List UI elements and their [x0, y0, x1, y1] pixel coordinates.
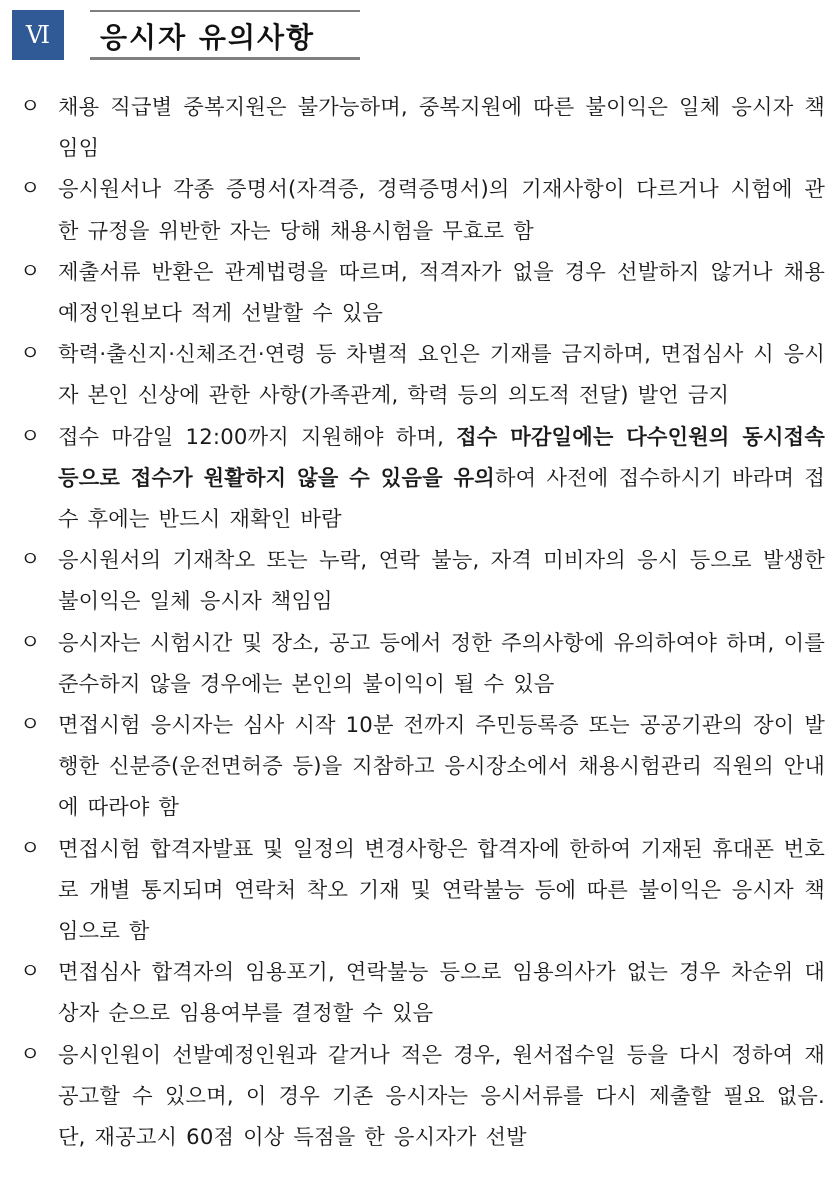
notice-text: [58, 828, 825, 952]
section-title: 응시자 유의사항: [100, 21, 316, 54]
notice-item: [20, 951, 825, 1033]
notice-list: [20, 86, 825, 1157]
bullet-circle: ㅇ: [20, 258, 41, 283]
bullet-circle: ㅇ: [20, 712, 41, 737]
notice-text-segment: 응시자는 시험시간 및 장소, 공고 등에서 정한 주의사항에 유의하여야 하며, 이를 준수하지 않을 경우에는 본인의 불이익이 될 수 있음: [58, 629, 825, 696]
bullet-circle: ㅇ: [20, 547, 41, 572]
emphasis-text: 접수 마감일에는 다수인원의 동시접속 등으로 접수가 원활하지 않을 수 있음을 유의: [58, 423, 825, 490]
notice-item: [20, 251, 825, 333]
notice-text: [58, 1034, 825, 1158]
notice-text: [58, 416, 825, 540]
section-title-box: [90, 10, 360, 60]
notice-item: [20, 539, 825, 621]
notice-text-segment: 학력·출신지·신체조건·연령 등 차별적 요인은 기재를 금지하며, 면접심사 시 응시자 본인 신상에 관한 사항(가족관계, 학력 등의 의도적 전달) 발언 금지: [58, 341, 825, 408]
notice-item: [20, 333, 825, 415]
notice-text: [58, 333, 825, 415]
notice-text-segment: 면접시험 응시자는 심사 시작 10분 전까지 주민등록증 또는 공공기관의 장이 발행한 신분증(운전면허증 등)을 지참하고 응시장소에서 채용시험관리 직원의 안내에 따라야 함: [58, 712, 825, 820]
notice-text-segment: 응시인원이 선발예정인원과 같거나 적은 경우, 원서접수일 등을 다시 정하여 재공고할 수 있으며, 이 경우 기존 응시자는 응시서류를 다시 제출할 필요 없음. 단, 재공고시 60점 이상 득점을 한 응시자가 선발: [58, 1041, 825, 1150]
notice-text: [58, 622, 825, 704]
bullet-circle: ㅇ: [20, 835, 41, 860]
notice-item: [20, 416, 825, 540]
bullet-circle: ㅇ: [20, 94, 41, 118]
notice-text-segment: 면접시험 합격자발표 및 일정의 변경사항은 합격자에 한하여 기재된 휴대폰 번호로 개별 통지되며 연락처 착오 기재 및 연락불능 등에 따른 불이익은 응시자 책임으로 함: [58, 835, 825, 944]
section-number-badge: Ⅵ: [12, 10, 64, 60]
notice-text-segment: 제출서류 반환은 관계법령을 따르며, 적격자가 없을 경우 선발하지 않거나 채용 예정인원보다 적게 선발할 수 있음: [58, 258, 825, 326]
notice-item: [20, 704, 825, 828]
notice-text-segment: 응시원서의 기재착오 또는 누락, 연락 불능, 자격 미비자의 응시 등으로 발생한 불이익은 일체 응시자 책임임: [58, 547, 825, 614]
notice-text: [58, 86, 825, 168]
notice-item: [20, 622, 825, 704]
bullet-circle: ㅇ: [20, 629, 41, 654]
section-header: [12, 10, 372, 62]
notice-text-segment: 채용 직급별 중복지원은 불가능하며, 중복지원에 따른 불이익은 일체 응시자 책임임: [58, 94, 825, 161]
bullet-circle: ㅇ: [20, 1041, 41, 1066]
notice-item: [20, 86, 825, 168]
notice-item: [20, 828, 825, 952]
notice-text-segment: 응시원서나 각종 증명서(자격증, 경력증명서)의 기재사항이 다르거나 시험에 관한 규정을 위반한 자는 당해 채용시험을 무효로 함: [58, 176, 825, 243]
notice-text: [58, 539, 825, 621]
notice-text-segment: 하여 사전에 접수하시기 바라며 접수 후에는 반드시 재확인 바람: [58, 464, 825, 532]
notice-text-segment: 면접심사 합격자의 임용포기, 연락불능 등으로 임용의사가 없는 경우 차순위 대상자 순으로 임용여부를 결정할 수 있음: [58, 959, 825, 1026]
notice-text: [58, 704, 825, 828]
notice-text: [58, 951, 825, 1033]
notice-item: [20, 1034, 825, 1158]
bullet-circle: ㅇ: [20, 959, 41, 984]
bullet-circle: ㅇ: [20, 176, 41, 201]
notice-text: [58, 168, 825, 250]
notice-item: [20, 168, 825, 250]
notice-text: [58, 251, 825, 333]
bullet-circle: ㅇ: [20, 341, 41, 366]
notice-text-segment: 접수 마감일 12:00까지 지원해야 하며,: [58, 423, 457, 449]
bullet-circle: ㅇ: [20, 423, 41, 448]
